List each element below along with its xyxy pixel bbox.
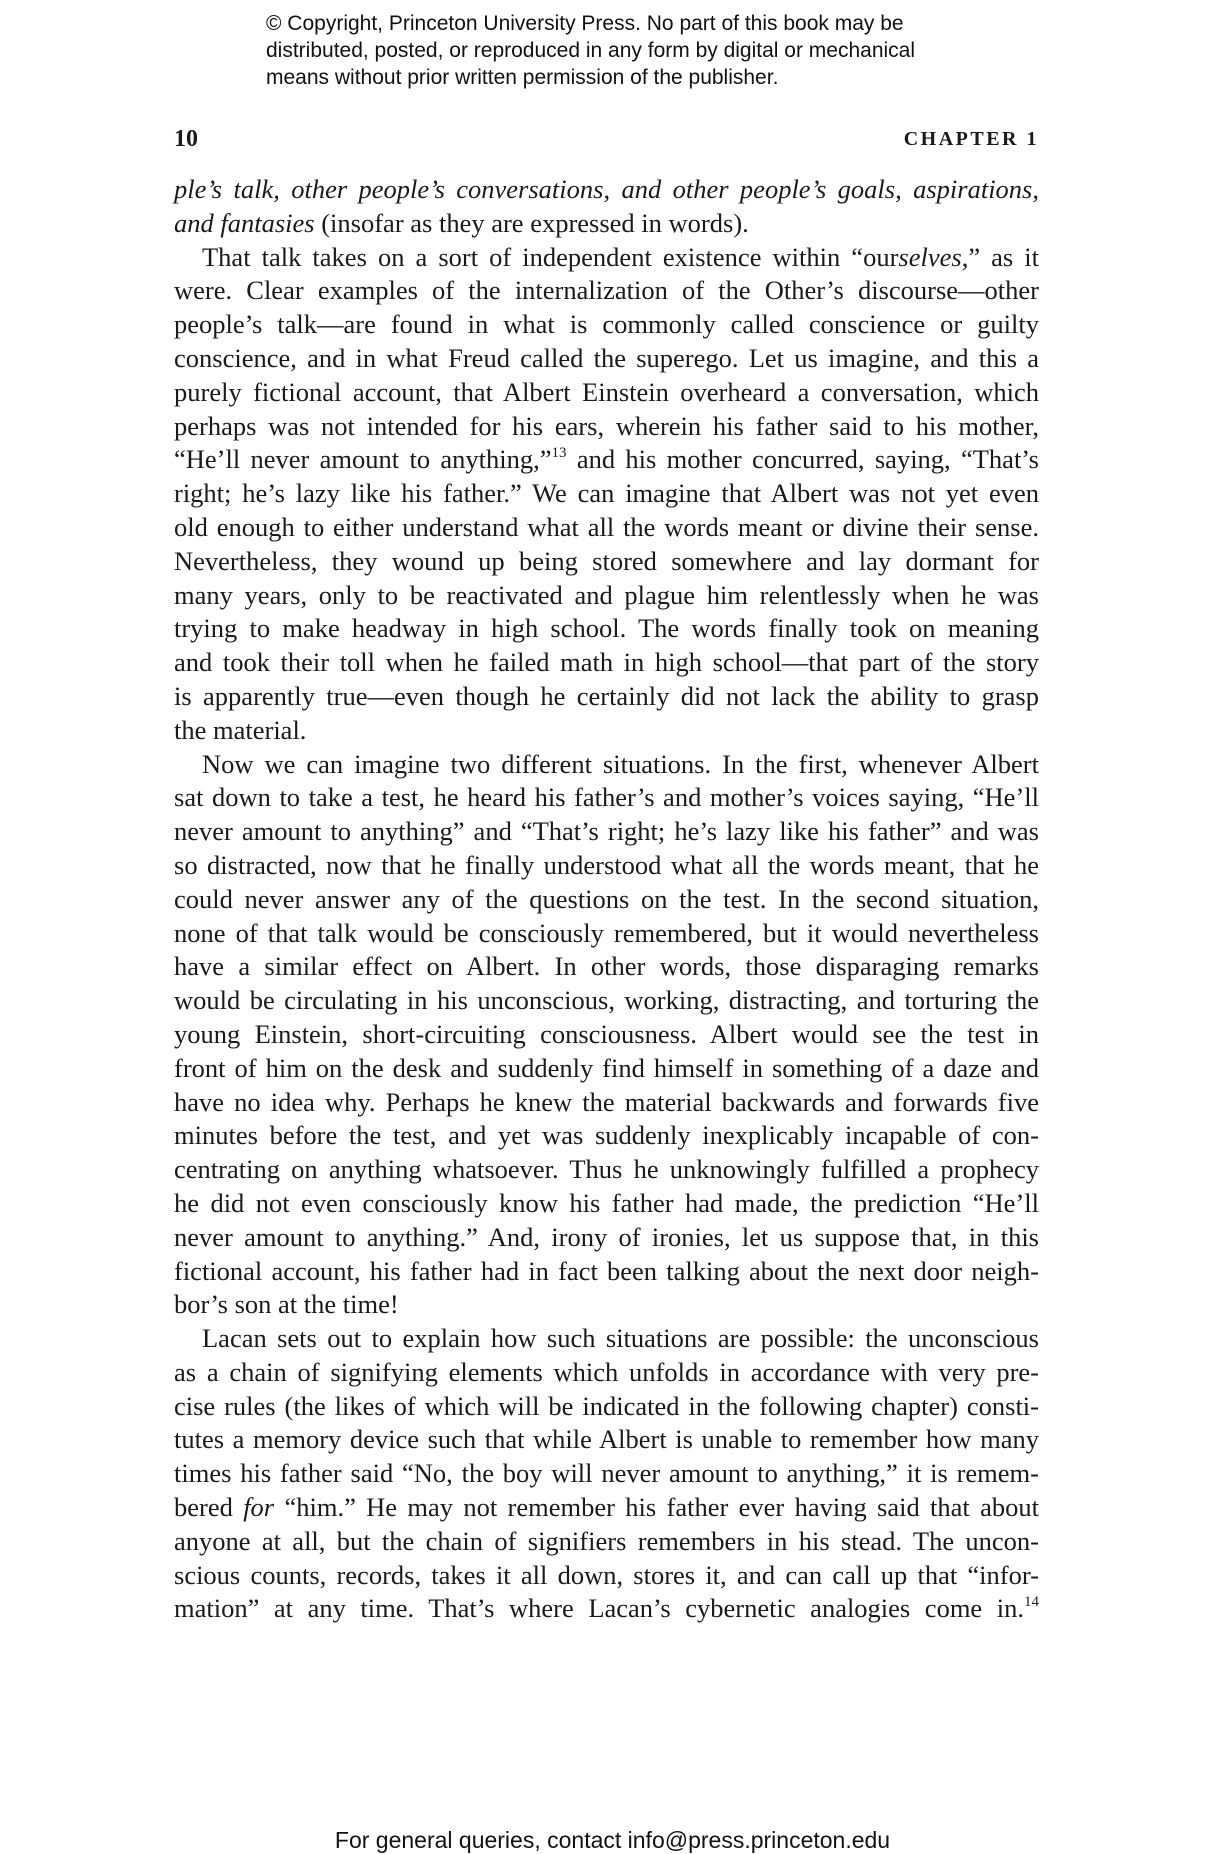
text-span: ple’s talk, other people’s conversations, and other people’s goals, aspirations,: [174, 174, 1039, 204]
text-span: That talk takes on a sort of independent existence within “our: [202, 241, 899, 272]
text-line: cise rules (the likes of which will be indicated in the following chapter) consti-: [174, 1390, 1039, 1421]
text-line: and took their toll when he failed math in high school—that part of the story: [174, 647, 1039, 678]
footer-contact: For general queries, contact info@press.princeton.edu: [334, 1827, 891, 1853]
text-line: times his father said “No, the boy will never amount to anything,” it is remem-: [174, 1458, 1039, 1489]
text-line: fictional account, his father had in fact been talking about the next door neigh-: [174, 1255, 1039, 1286]
text-line: bor’s son at the time!: [174, 1289, 399, 1320]
text-span: (insofar as they are expressed in words).: [314, 207, 749, 238]
text-line: purely fictional account, that Albert Einstein overheard a conversation, which: [174, 376, 1039, 407]
text-line: young Einstein, short-circuiting consciousness. Albert would see the test in: [174, 1018, 1039, 1049]
footnote-marker: 14: [1024, 1594, 1039, 1611]
text-line: have no idea why. Perhaps he knew the material backwards and forwards five: [174, 1086, 1039, 1117]
text-line: were. Clear examples of the internalization of the Other’s discourse—other: [174, 275, 1039, 306]
text-line: sat down to take a test, he heard his father’s and mother’s voices saying, “He’ll: [174, 782, 1039, 813]
text-line: so distracted, now that he finally understood what all the words meant, that he: [174, 849, 1039, 880]
text-line: would be circulating in his unconscious, working, distracting, and torturing the: [174, 985, 1039, 1016]
running-head: [174, 126, 1039, 156]
text-line: have a similar effect on Albert. In other words, those disparaging remarks: [174, 951, 1039, 982]
copyright-line: © Copyright, Princeton University Press. No part of this book may be: [266, 12, 904, 35]
text-line: minutes before the test, and yet was suddenly inexplicably incapable of con-: [174, 1120, 1039, 1151]
text-line: the material.: [174, 714, 307, 745]
text-line: he did not even consciously know his father had made, the prediction “He’ll: [174, 1187, 1039, 1218]
text-line: could never answer any of the questions on the test. In the second situation,: [174, 883, 1039, 914]
text-span: for: [243, 1492, 275, 1523]
text-line: none of that talk would be consciously remembered, but it would nevertheless: [174, 917, 1039, 948]
text-span: bered: [174, 1492, 244, 1523]
text-line: right; he’s lazy like his father.” We can imagine that Albert was not yet even: [174, 478, 1039, 509]
text-line: [174, 173, 1039, 207]
text-line: perhaps was not intended for his ears, wherein his father said to his mother,: [174, 410, 1039, 441]
text-span: “him.” He may not remember his father ever having said that about: [274, 1492, 1039, 1523]
text-line: never amount to anything” and “That’s right; he’s lazy like his father” and was: [174, 816, 1039, 847]
text-line: many years, only to be reactivated and plague him relentlessly when he was: [174, 579, 1039, 610]
text-line: old enough to either understand what all the words meant or divine their sense.: [174, 511, 1039, 542]
text-line: front of him on the desk and suddenly find himself in something of a daze and: [174, 1052, 1039, 1083]
text-line: scious counts, records, takes it all down, stores it, and can call up that “infor-: [174, 1559, 1039, 1590]
text-span: and fantasies: [174, 207, 315, 238]
text-span: selves: [898, 241, 962, 272]
chapter-label: CHAPTER 1: [903, 128, 1039, 150]
text-span: and his mother concurred, saying, “That’s: [566, 444, 1039, 475]
text-line: anyone at all, but the chain of signifiers remembers in his stead. The uncon-: [174, 1525, 1039, 1556]
text-line: never amount to anything.” And, irony of ironies, let us suppose that, in this: [174, 1221, 1039, 1252]
text-span: mation” at any time. That’s where Lacan’s cybernetic analogies come in.: [174, 1593, 1024, 1624]
text-line: trying to make headway in high school. The words finally took on meaning: [174, 613, 1039, 644]
copyright-notice: [266, 10, 1026, 91]
text-line: is apparently true—even though he certainly did not lack the ability to grasp: [174, 680, 1039, 711]
text-line: conscience, and in what Freud called the superego. Let us imagine, and this a: [174, 342, 1039, 373]
text-line: tutes a memory device such that while Albert is unable to remember how many: [174, 1424, 1039, 1455]
footnote-marker: 13: [551, 445, 567, 462]
text-line: Now we can imagine two different situations. In the first, whenever Albert: [202, 748, 1039, 779]
text-line: [174, 207, 1039, 241]
text-span: ,” as it: [961, 241, 1040, 272]
body-text: [174, 173, 1039, 1626]
text-line: Nevertheless, they wound up being stored somewhere and lay dormant for: [174, 545, 1039, 576]
text-line: [174, 1592, 1039, 1626]
copyright-line: distributed, posted, or reproduced in any form by digital or mechanical: [266, 39, 916, 62]
page-number: 10: [174, 126, 198, 152]
text-line: [174, 241, 1039, 275]
text-line: as a chain of signifying elements which unfolds in accordance with very pre-: [174, 1356, 1039, 1387]
text-line: Lacan sets out to explain how such situations are possible: the unconscious: [202, 1323, 1039, 1354]
copyright-line: means without prior written permission of the publisher.: [266, 66, 779, 89]
text-line: people’s talk—are found in what is commonly called conscience or guilty: [174, 309, 1039, 340]
text-span: “He’ll never amount to anything,”: [174, 444, 552, 475]
text-line: [174, 1491, 1039, 1525]
text-line: [174, 443, 1039, 477]
text-line: centrating on anything whatsoever. Thus he unknowingly fulfilled a prophecy: [174, 1154, 1039, 1185]
